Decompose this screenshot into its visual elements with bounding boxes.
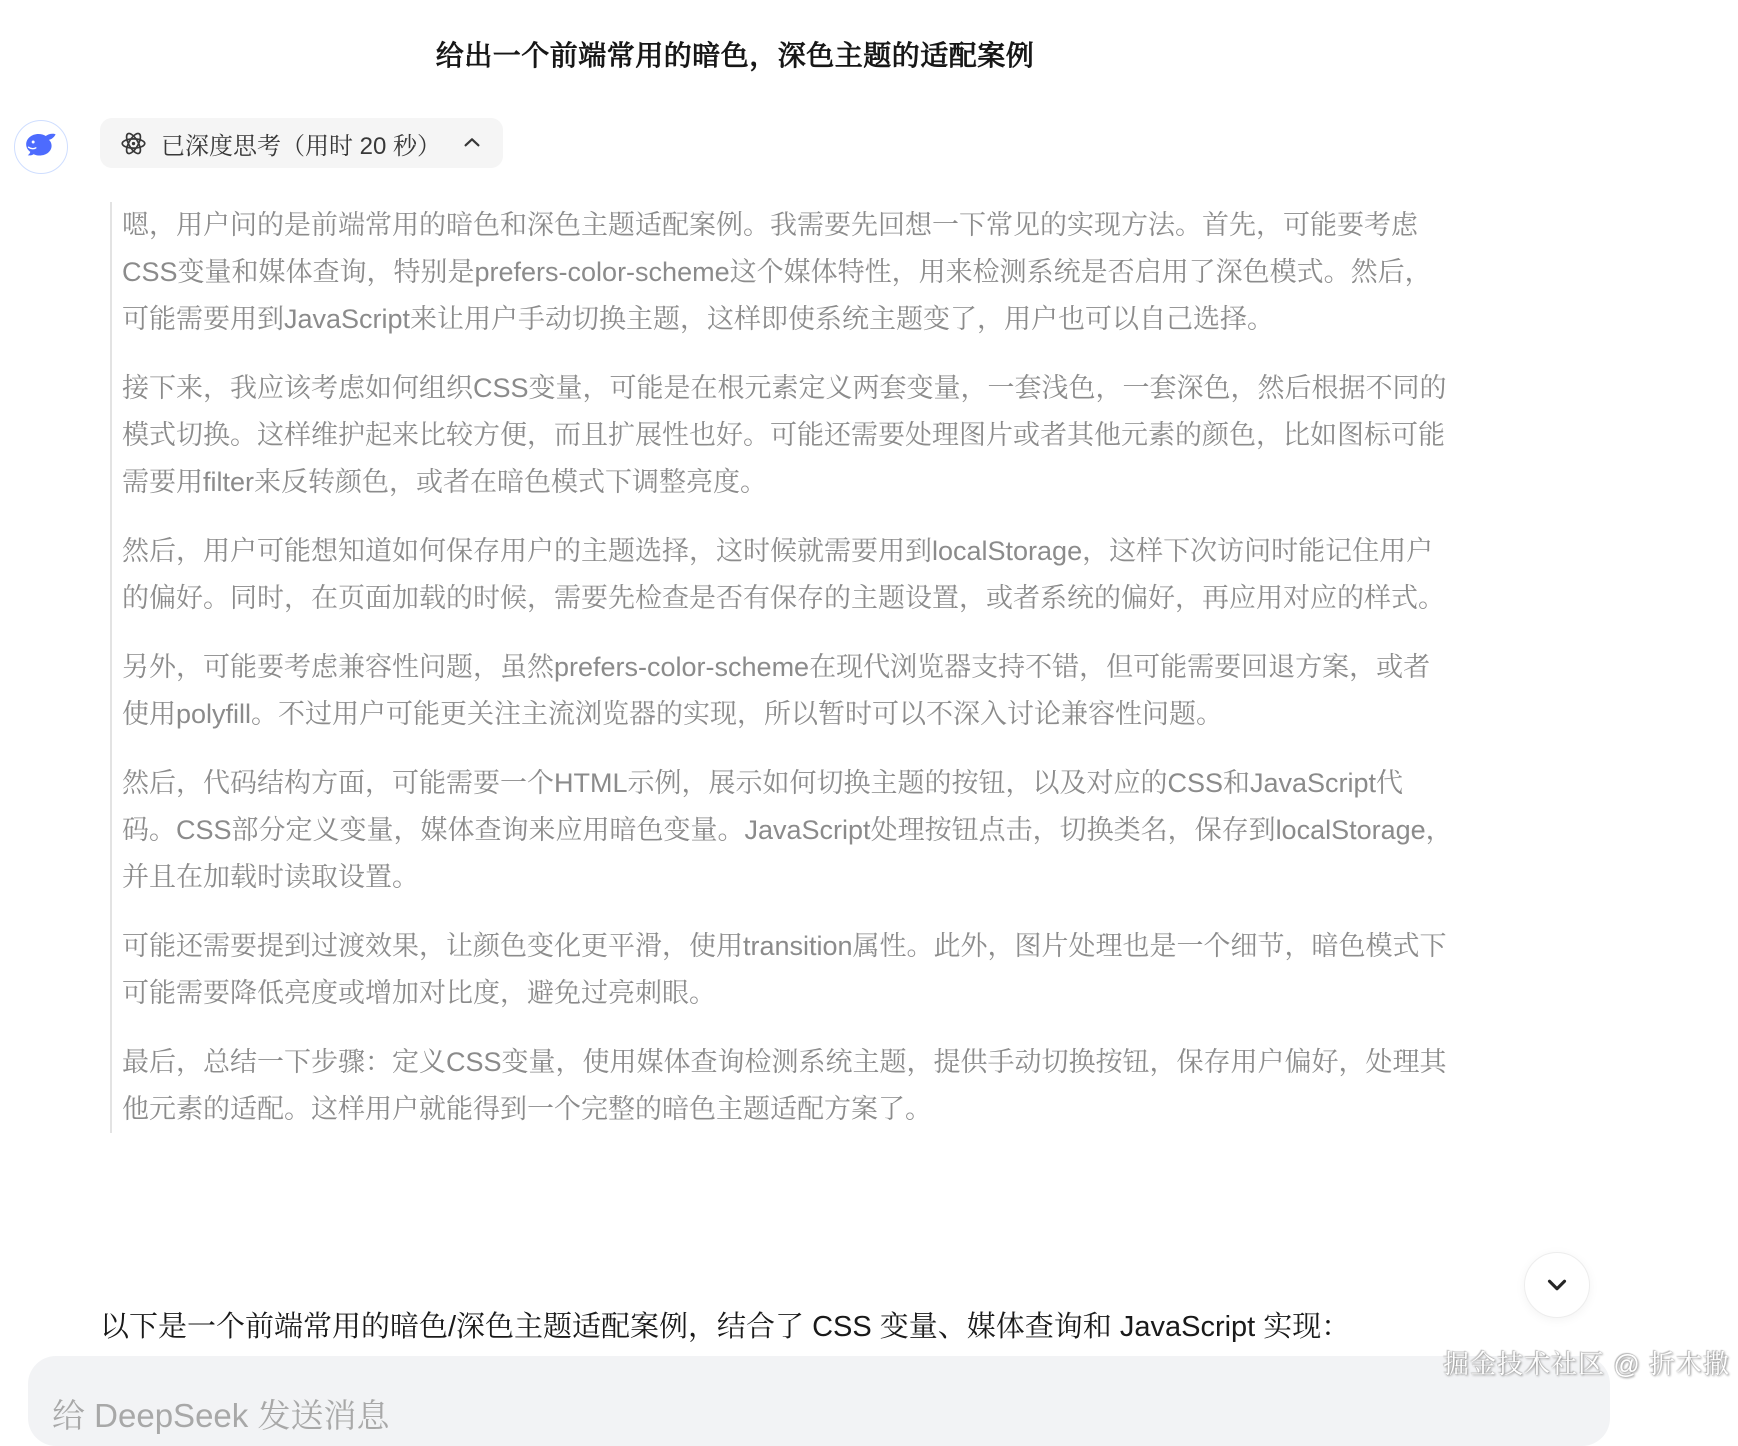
deepseek-avatar bbox=[14, 120, 68, 174]
answer-intro-text: 以下是一个前端常用的暗色/深色主题适配案例，结合了 CSS 变量、媒体查询和 JavaScript 实现： bbox=[100, 1311, 1351, 1343]
assistant-body bbox=[100, 118, 1456, 1133]
thinking-paragraph: 另外，可能要考虑兼容性问题，虽然prefers-color-scheme在现代浏览器支持不错，但可能需要回退方案，或者使用polyfill。不过用户可能更关注主流浏览器的实现，所以暂时可以不深入讨论兼容性问题。 bbox=[122, 652, 1431, 729]
thinking-paragraph: 然后，用户可能想知道如何保存用户的主题选择，这时候就需要用到localStorage，这样下次访问时能记住用户的偏好。同时，在页面加载的时候，需要先检查是否有保存的主题设置，或者系统的偏好，再应用对应的样式。 bbox=[122, 536, 1445, 613]
deep-think-toggle-button[interactable] bbox=[100, 118, 503, 168]
thinking-paragraph: 嗯，用户问的是前端常用的暗色和深色主题适配案例。我需要先回想一下常见的实现方法。首先，可能要考虑CSS变量和媒体查询，特别是prefers-color-scheme这个媒体特性，用来检测系统是否启用了深色模式。然后，可能需要用到JavaScript来让用户手动切换主题，这样即使系统主题变了，用户也可以自己选择。 bbox=[122, 210, 1432, 334]
thinking-paragraph: 接下来，我应该考虑如何组织CSS变量，可能是在根元素定义两套变量，一套浅色，一套深色，然后根据不同的模式切换。这样维护起来比较方便，而且扩展性也好。可能还需要处理图片或者其他元素的颜色，比如图标可能需要用filter来反转颜色，或者在暗色模式下调整亮度。 bbox=[122, 373, 1447, 497]
deepseek-whale-icon bbox=[23, 133, 59, 161]
message-composer bbox=[28, 1356, 1610, 1446]
atom-icon bbox=[120, 130, 147, 157]
user-question-title: 给出一个前端常用的暗色，深色主题的适配案例 bbox=[435, 40, 1035, 71]
thinking-paragraph: 最后，总结一下步骤：定义CSS变量，使用媒体查询检测系统主题，提供手动切换按钮，保存用户偏好，处理其他元素的适配。这样用户就能得到一个完整的暗色主题适配方案了。 bbox=[122, 1047, 1447, 1124]
scroll-to-bottom-button[interactable] bbox=[1524, 1252, 1590, 1318]
assistant-message bbox=[0, 118, 1738, 1133]
deep-think-label: 已深度思考（用时 20 秒） bbox=[161, 132, 442, 160]
thinking-content bbox=[110, 202, 1456, 1133]
thinking-paragraph: 然后，代码结构方面，可能需要一个HTML示例，展示如何切换主题的按钮，以及对应的CSS和JavaScript代码。CSS部分定义变量，媒体查询来应用暗色变量。JavaScript处理按钮点击，切换类名，保存到localStorage，并且在加载时读取设置。 bbox=[122, 768, 1453, 892]
message-input[interactable] bbox=[28, 1356, 1610, 1446]
chevron-up-icon bbox=[461, 132, 483, 154]
thinking-paragraph: 可能还需要提到过渡效果，让颜色变化更平滑，使用transition属性。此外，图片处理也是一个细节，暗色模式下可能需要降低亮度或增加对比度，避免过亮刺眼。 bbox=[122, 931, 1447, 1008]
watermark-text: 掘金技术社区 @ 折木撒 bbox=[1443, 1349, 1730, 1379]
chevron-down-icon bbox=[1542, 1270, 1572, 1300]
